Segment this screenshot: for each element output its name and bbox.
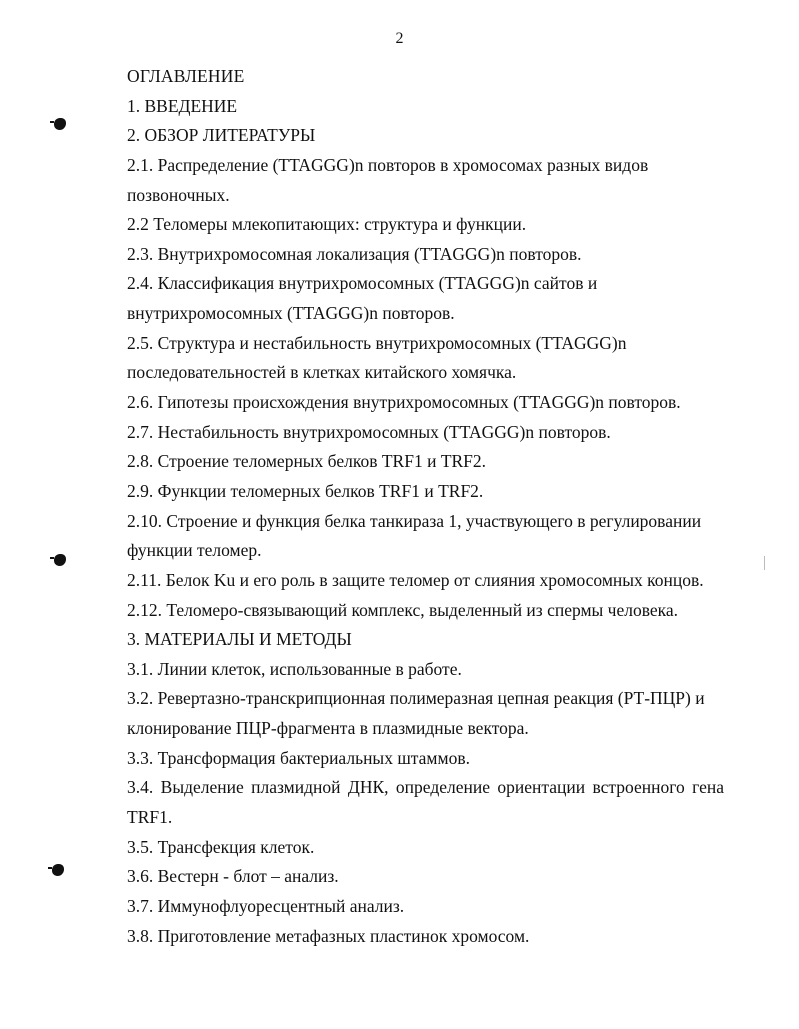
toc-line: 3.1. Линии клеток, использованные в работе. — [127, 658, 462, 679]
toc-line: 3.8. Приготовление метафазных пластинок хромосом. — [127, 925, 530, 946]
toc-line: 2. ОБЗОР ЛИТЕРАТУРЫ — [127, 125, 316, 146]
toc-line: позвоночных. — [127, 184, 230, 205]
binding-hole-mark-icon — [52, 864, 64, 876]
scan-artifact — [764, 556, 765, 570]
toc-line: 2.5. Структура и нестабильность внутрихромосомных (TTAGGG)n — [127, 332, 627, 353]
toc-line: 3.6. Вестерн - блот – анализ. — [127, 866, 339, 887]
toc-line: 3.3. Трансформация бактериальных штаммов. — [127, 747, 470, 768]
table-of-contents — [127, 62, 727, 951]
toc-line: 2.9. Функции теломерных белков TRF1 и TRF2. — [127, 480, 484, 501]
binding-hole-mark-icon — [54, 118, 66, 130]
toc-line: TRF1. — [127, 807, 173, 828]
page-number: 2 — [395, 30, 404, 47]
toc-line: 2.2 Теломеры млекопитающих: структура и функции. — [127, 214, 527, 235]
toc-line: 1. ВВЕДЕНИЕ — [127, 95, 238, 116]
toc-line: функции теломер. — [127, 540, 262, 561]
binding-hole-mark-icon — [54, 554, 66, 566]
toc-line: 3.7. Иммунофлуоресцентный анализ. — [127, 895, 405, 916]
toc-heading: ОГЛАВЛЕНИЕ — [127, 66, 245, 86]
toc-line: клонирование ПЦР-фрагмента в плазмидные вектора. — [127, 718, 529, 739]
toc-line: 2.1. Распределение (TTAGGG)n повторов в хромосомах разных видов — [127, 154, 649, 175]
toc-line: 2.4. Классификация внутрихромосомных (TTAGGG)n сайтов и — [127, 273, 598, 294]
toc-line: 2.6. Гипотезы происхождения внутрихромосомных (TTAGGG)n повторов. — [127, 392, 681, 413]
toc-line: 2.3. Внутрихромосомная локализация (TTAGGG)n повторов. — [127, 243, 582, 264]
toc-line: 2.7. Нестабильность внутрихромосомных (TTAGGG)n повторов. — [127, 421, 611, 442]
toc-line: 2.11. Белок Ku и его роль в защите теломер от слияния хромосомных концов. — [127, 569, 704, 590]
toc-line: внутрихромосомных (TTAGGG)n повторов. — [127, 303, 455, 324]
toc-line: 3.4. Выделение плазмидной ДНК, определение ориентации встроенного гена — [127, 777, 724, 798]
toc-line: 3.5. Трансфекция клеток. — [127, 836, 315, 857]
toc-line: 2.12. Теломеро-связывающий комплекс, выделенный из спермы человека. — [127, 599, 679, 620]
toc-line: 2.10. Строение и функция белка танкираза 1, участвующего в регулировании — [127, 510, 702, 531]
toc-line: 3.2. Ревертазно-транскрипционная полимеразная цепная реакция (РТ-ПЦР) и — [127, 688, 705, 709]
toc-line: последовательностей в клетках китайского хомячка. — [127, 362, 517, 383]
toc-line: 2.8. Строение теломерных белков TRF1 и TRF2. — [127, 451, 487, 472]
toc-line: 3. МАТЕРИАЛЫ И МЕТОДЫ — [127, 629, 352, 650]
